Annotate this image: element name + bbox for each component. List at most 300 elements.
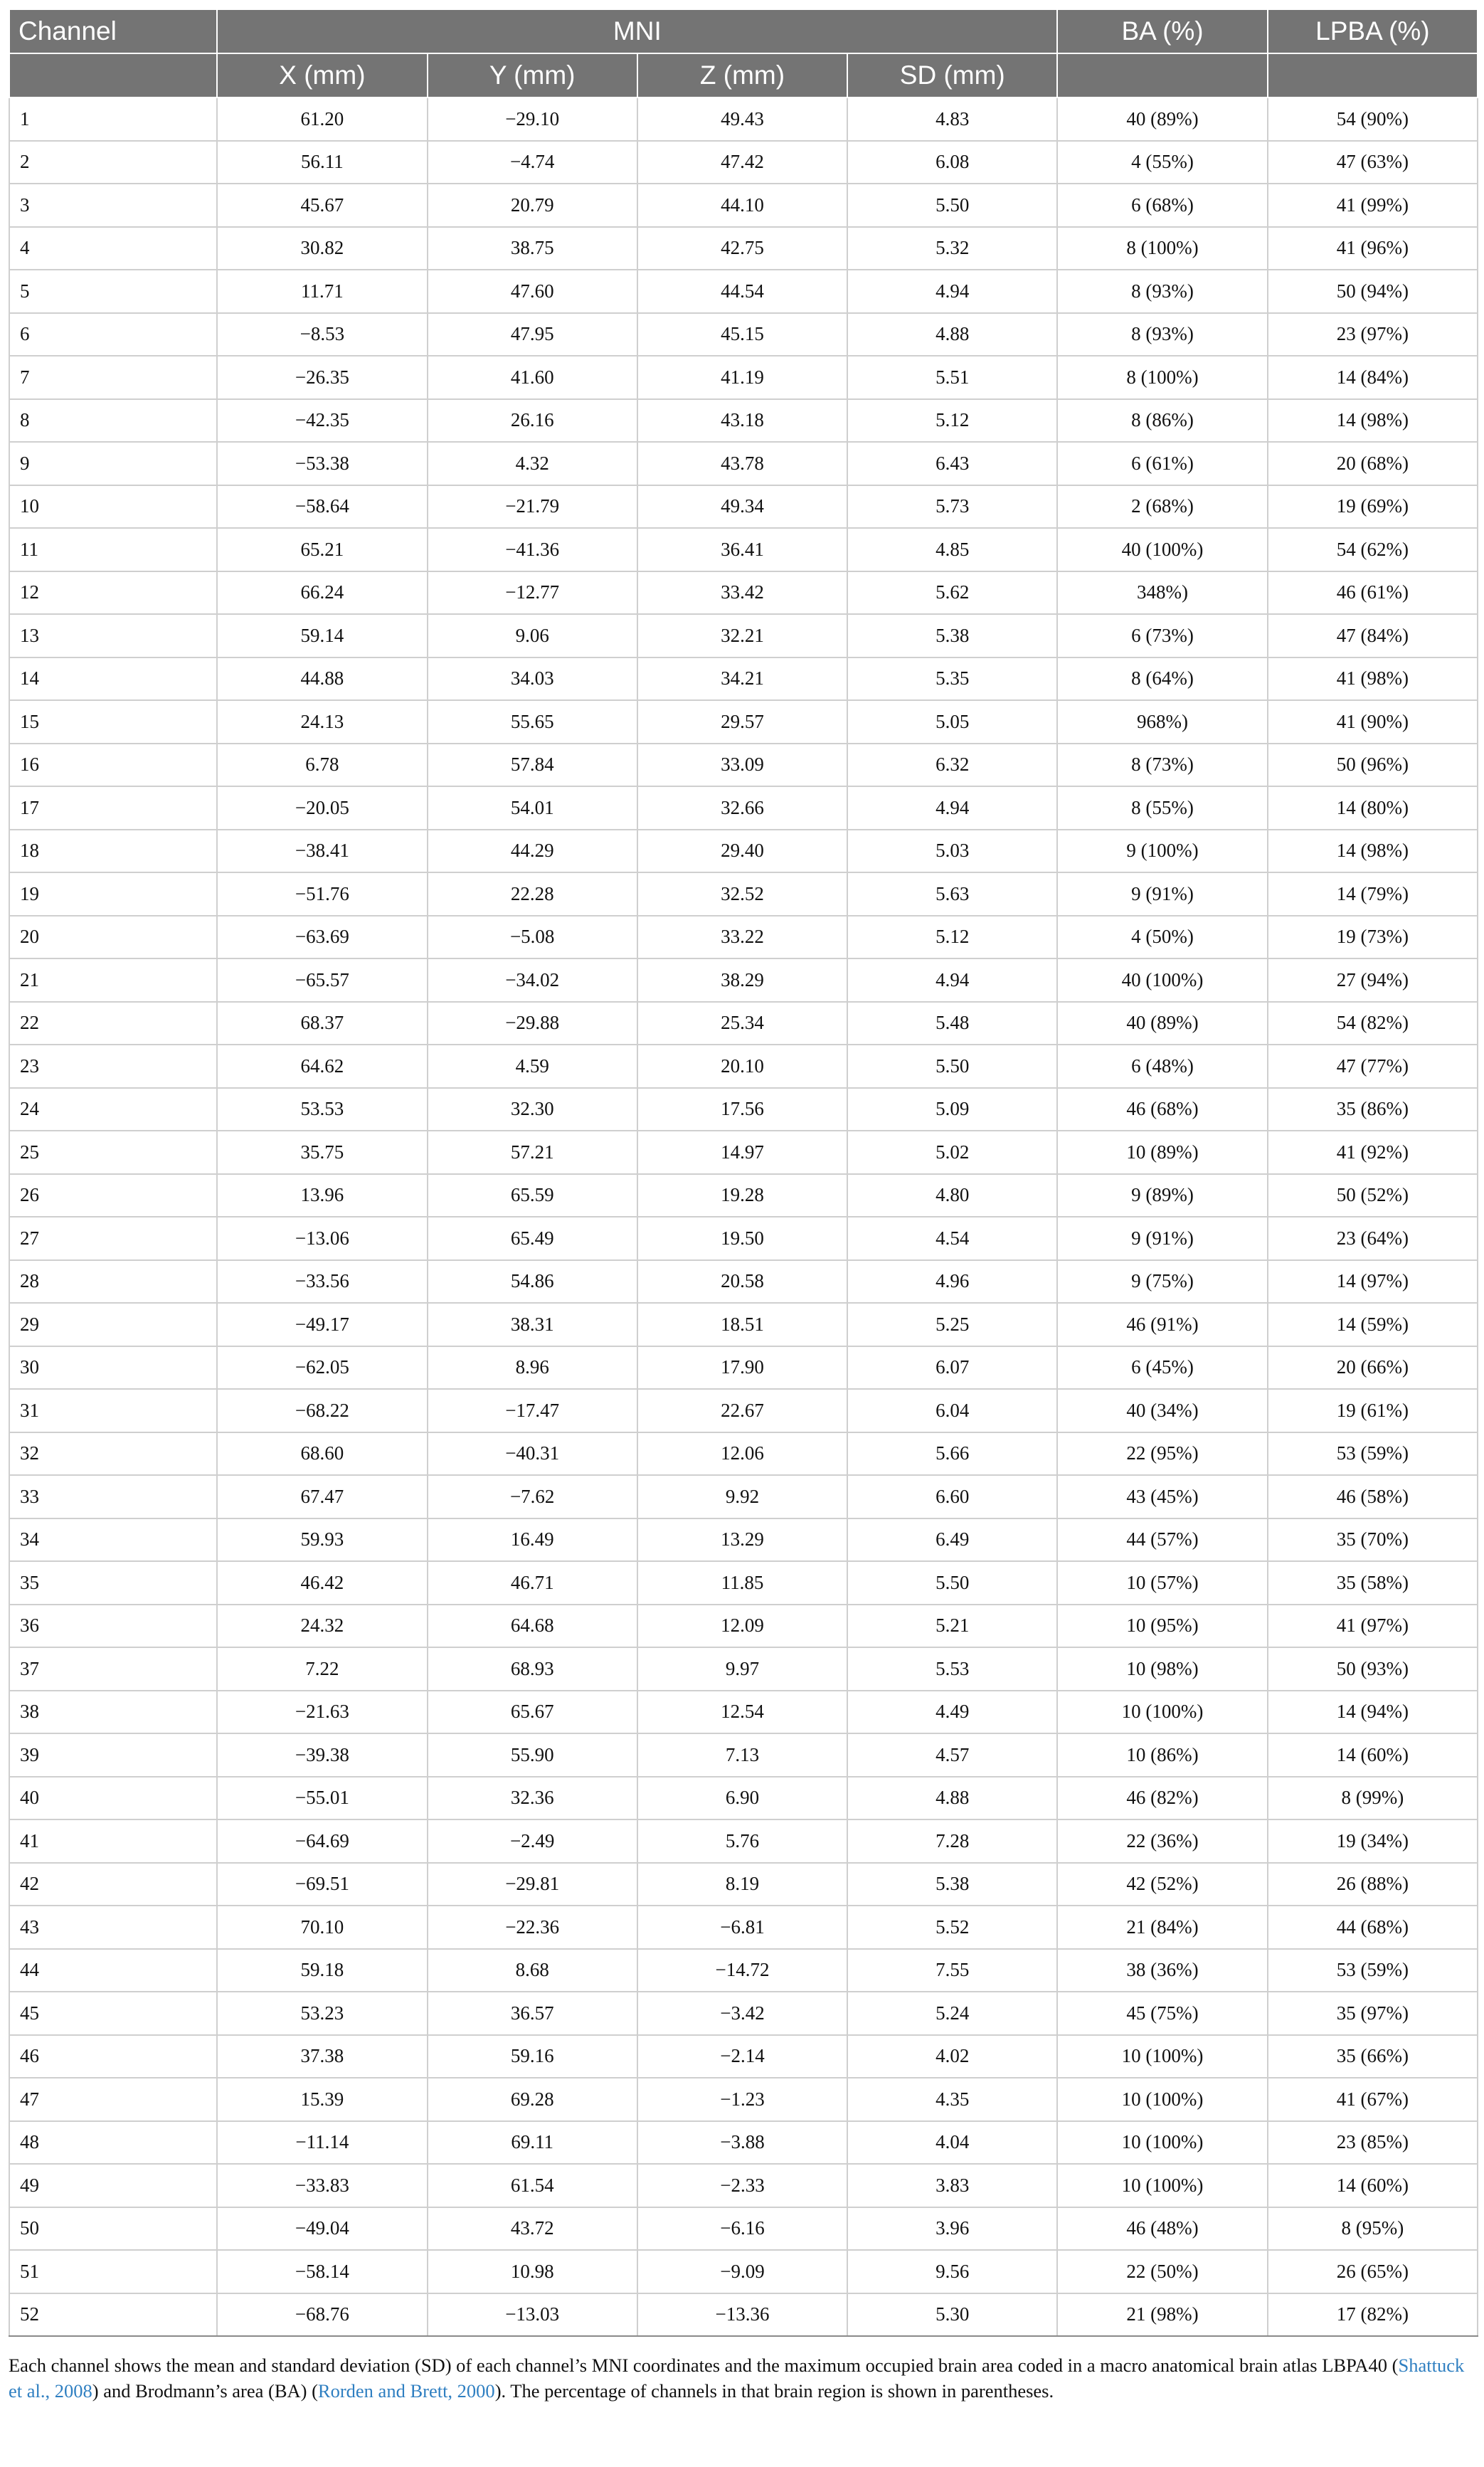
cell-channel: 45 xyxy=(9,1992,217,2035)
cell-y: 41.60 xyxy=(428,356,637,399)
cell-x: −58.64 xyxy=(217,485,427,529)
table-row xyxy=(9,657,1478,701)
cell-sd: 4.04 xyxy=(847,2121,1057,2165)
cell-sd: 5.21 xyxy=(847,1605,1057,1648)
cell-y: −40.31 xyxy=(428,1432,637,1476)
cell-sd: 5.63 xyxy=(847,872,1057,916)
cell-sd: 4.88 xyxy=(847,313,1057,356)
cell-y: 9.06 xyxy=(428,614,637,657)
cell-z: 12.54 xyxy=(637,1691,847,1734)
cell-y: −29.81 xyxy=(428,1863,637,1906)
table-row xyxy=(9,2293,1478,2337)
cell-ba: 8 (73%) xyxy=(1057,744,1267,787)
cell-ba: 6 (61%) xyxy=(1057,442,1267,485)
table-row xyxy=(9,528,1478,571)
cell-sd: 4.02 xyxy=(847,2035,1057,2078)
cell-y: 8.68 xyxy=(428,1949,637,1992)
header-row-2 xyxy=(9,53,1478,97)
cell-sd: 6.08 xyxy=(847,141,1057,184)
cell-y: −13.03 xyxy=(428,2293,637,2337)
cell-channel: 28 xyxy=(9,1260,217,1304)
cell-sd: 6.07 xyxy=(847,1346,1057,1390)
cell-ba: 21 (84%) xyxy=(1057,1906,1267,1949)
cell-ba: 45 (75%) xyxy=(1057,1992,1267,2035)
cell-ba: 40 (89%) xyxy=(1057,97,1267,141)
cell-channel: 19 xyxy=(9,872,217,916)
cell-ba: 10 (89%) xyxy=(1057,1131,1267,1174)
cell-ba: 9 (89%) xyxy=(1057,1174,1267,1217)
header-lpba: LPBA (%) xyxy=(1268,9,1478,53)
cell-y: −2.49 xyxy=(428,1819,637,1863)
cell-x: 53.53 xyxy=(217,1088,427,1131)
cell-y: −34.02 xyxy=(428,958,637,1002)
table-row xyxy=(9,485,1478,529)
cell-y: −12.77 xyxy=(428,571,637,615)
cell-ba: 46 (68%) xyxy=(1057,1088,1267,1131)
cell-z: 14.97 xyxy=(637,1131,847,1174)
table-row xyxy=(9,744,1478,787)
table-row xyxy=(9,141,1478,184)
cell-ba: 38 (36%) xyxy=(1057,1949,1267,1992)
cell-y: −21.79 xyxy=(428,485,637,529)
cell-ba: 46 (82%) xyxy=(1057,1777,1267,1820)
cell-x: −53.38 xyxy=(217,442,427,485)
cell-z: 49.34 xyxy=(637,485,847,529)
cell-y: 57.84 xyxy=(428,744,637,787)
cell-sd: 4.94 xyxy=(847,786,1057,830)
cell-y: 46.71 xyxy=(428,1561,637,1605)
cell-x: −49.17 xyxy=(217,1303,427,1346)
cell-z: 12.09 xyxy=(637,1605,847,1648)
cell-ba: 10 (86%) xyxy=(1057,1733,1267,1777)
cell-sd: 4.85 xyxy=(847,528,1057,571)
cell-z: 43.78 xyxy=(637,442,847,485)
cell-ba: 6 (68%) xyxy=(1057,184,1267,227)
table-row xyxy=(9,1777,1478,1820)
cell-z: −2.33 xyxy=(637,2164,847,2207)
cell-lpba: 47 (84%) xyxy=(1268,614,1478,657)
table-row xyxy=(9,1863,1478,1906)
cell-lpba: 8 (99%) xyxy=(1268,1777,1478,1820)
table-row xyxy=(9,1432,1478,1476)
cell-ba: 22 (50%) xyxy=(1057,2250,1267,2293)
table-row xyxy=(9,442,1478,485)
cell-ba: 22 (95%) xyxy=(1057,1432,1267,1476)
cell-y: 36.57 xyxy=(428,1992,637,2035)
cell-ba: 10 (100%) xyxy=(1057,2078,1267,2121)
cell-x: −13.06 xyxy=(217,1217,427,1260)
table-row xyxy=(9,786,1478,830)
cell-channel: 46 xyxy=(9,2035,217,2078)
cell-z: 47.42 xyxy=(637,141,847,184)
cell-z: 18.51 xyxy=(637,1303,847,1346)
cell-lpba: 41 (99%) xyxy=(1268,184,1478,227)
cell-ba: 46 (48%) xyxy=(1057,2207,1267,2251)
cell-x: 64.62 xyxy=(217,1045,427,1088)
cell-channel: 24 xyxy=(9,1088,217,1131)
header-z: Z (mm) xyxy=(637,53,847,97)
cell-x: 56.11 xyxy=(217,141,427,184)
cell-x: 68.60 xyxy=(217,1432,427,1476)
cell-lpba: 44 (68%) xyxy=(1268,1906,1478,1949)
table-row xyxy=(9,227,1478,270)
cell-channel: 31 xyxy=(9,1389,217,1432)
table-row xyxy=(9,399,1478,443)
cell-z: 49.43 xyxy=(637,97,847,141)
cell-channel: 42 xyxy=(9,1863,217,1906)
cell-y: −29.10 xyxy=(428,97,637,141)
cell-z: 43.18 xyxy=(637,399,847,443)
cell-x: −39.38 xyxy=(217,1733,427,1777)
cell-sd: 5.38 xyxy=(847,614,1057,657)
cell-sd: 4.83 xyxy=(847,97,1057,141)
cell-lpba: 14 (84%) xyxy=(1268,356,1478,399)
cell-ba: 10 (98%) xyxy=(1057,1647,1267,1691)
cell-z: 33.09 xyxy=(637,744,847,787)
cell-y: −5.08 xyxy=(428,916,637,959)
cell-x: 67.47 xyxy=(217,1475,427,1518)
cell-sd: 5.53 xyxy=(847,1647,1057,1691)
cell-z: 9.97 xyxy=(637,1647,847,1691)
cell-lpba: 50 (93%) xyxy=(1268,1647,1478,1691)
table-row xyxy=(9,1647,1478,1691)
cell-y: 8.96 xyxy=(428,1346,637,1390)
cell-channel: 37 xyxy=(9,1647,217,1691)
cell-z: 44.54 xyxy=(637,270,847,313)
footnote-text-3: ). The percentage of channels in that brain region is shown in parentheses. xyxy=(494,2380,1054,2402)
cell-channel: 1 xyxy=(9,97,217,141)
table-row xyxy=(9,1346,1478,1390)
cell-sd: 5.30 xyxy=(847,2293,1057,2337)
cell-x: 59.14 xyxy=(217,614,427,657)
header-empty-ba xyxy=(1057,53,1267,97)
cell-channel: 29 xyxy=(9,1303,217,1346)
table-row xyxy=(9,1217,1478,1260)
cell-ba: 46 (91%) xyxy=(1057,1303,1267,1346)
cell-z: 36.41 xyxy=(637,528,847,571)
cell-y: 34.03 xyxy=(428,657,637,701)
cell-z: 34.21 xyxy=(637,657,847,701)
header-empty-lpba xyxy=(1268,53,1478,97)
cell-y: −41.36 xyxy=(428,528,637,571)
cell-lpba: 47 (77%) xyxy=(1268,1045,1478,1088)
cell-y: 47.60 xyxy=(428,270,637,313)
cell-lpba: 46 (61%) xyxy=(1268,571,1478,615)
cell-sd: 6.04 xyxy=(847,1389,1057,1432)
cell-sd: 9.56 xyxy=(847,2250,1057,2293)
cell-x: −58.14 xyxy=(217,2250,427,2293)
cell-lpba: 50 (96%) xyxy=(1268,744,1478,787)
cell-lpba: 41 (92%) xyxy=(1268,1131,1478,1174)
cell-z: −14.72 xyxy=(637,1949,847,1992)
cell-sd: 5.12 xyxy=(847,399,1057,443)
cell-channel: 16 xyxy=(9,744,217,787)
cell-y: 61.54 xyxy=(428,2164,637,2207)
cell-channel: 8 xyxy=(9,399,217,443)
cell-channel: 39 xyxy=(9,1733,217,1777)
cell-ba: 348%) xyxy=(1057,571,1267,615)
cell-sd: 5.09 xyxy=(847,1088,1057,1131)
cell-sd: 5.48 xyxy=(847,1002,1057,1045)
cell-x: 24.32 xyxy=(217,1605,427,1648)
cell-z: 33.42 xyxy=(637,571,847,615)
cell-channel: 51 xyxy=(9,2250,217,2293)
cell-lpba: 53 (59%) xyxy=(1268,1432,1478,1476)
cell-lpba: 35 (86%) xyxy=(1268,1088,1478,1131)
cell-ba: 6 (48%) xyxy=(1057,1045,1267,1088)
cell-z: 41.19 xyxy=(637,356,847,399)
cell-sd: 5.05 xyxy=(847,700,1057,744)
cell-channel: 25 xyxy=(9,1131,217,1174)
cell-y: 38.31 xyxy=(428,1303,637,1346)
cell-channel: 50 xyxy=(9,2207,217,2251)
cell-ba: 10 (95%) xyxy=(1057,1605,1267,1648)
table-row xyxy=(9,614,1478,657)
cell-y: 16.49 xyxy=(428,1518,637,1562)
cell-sd: 4.94 xyxy=(847,270,1057,313)
cell-channel: 20 xyxy=(9,916,217,959)
cell-y: 20.79 xyxy=(428,184,637,227)
cell-y: −17.47 xyxy=(428,1389,637,1432)
cell-lpba: 35 (66%) xyxy=(1268,2035,1478,2078)
cell-x: −11.14 xyxy=(217,2121,427,2165)
cell-sd: 4.96 xyxy=(847,1260,1057,1304)
cell-sd: 6.60 xyxy=(847,1475,1057,1518)
cell-x: −8.53 xyxy=(217,313,427,356)
cell-lpba: 41 (67%) xyxy=(1268,2078,1478,2121)
cell-ba: 10 (57%) xyxy=(1057,1561,1267,1605)
cell-ba: 9 (100%) xyxy=(1057,830,1267,873)
cell-ba: 8 (55%) xyxy=(1057,786,1267,830)
cell-y: 65.67 xyxy=(428,1691,637,1734)
cell-sd: 5.03 xyxy=(847,830,1057,873)
cell-y: −29.88 xyxy=(428,1002,637,1045)
table-row xyxy=(9,2164,1478,2207)
cell-ba: 40 (100%) xyxy=(1057,958,1267,1002)
cell-z: 42.75 xyxy=(637,227,847,270)
cell-sd: 5.51 xyxy=(847,356,1057,399)
cell-ba: 40 (89%) xyxy=(1057,1002,1267,1045)
cell-ba: 8 (100%) xyxy=(1057,356,1267,399)
cell-z: −3.42 xyxy=(637,1992,847,2035)
cell-lpba: 19 (73%) xyxy=(1268,916,1478,959)
cell-lpba: 50 (52%) xyxy=(1268,1174,1478,1217)
cell-x: 44.88 xyxy=(217,657,427,701)
cell-y: 44.29 xyxy=(428,830,637,873)
cell-channel: 33 xyxy=(9,1475,217,1518)
cell-lpba: 35 (97%) xyxy=(1268,1992,1478,2035)
cell-sd: 4.80 xyxy=(847,1174,1057,1217)
table-row xyxy=(9,270,1478,313)
cell-ba: 21 (98%) xyxy=(1057,2293,1267,2337)
table-row xyxy=(9,1819,1478,1863)
table-row xyxy=(9,2121,1478,2165)
table-row xyxy=(9,1260,1478,1304)
table-row xyxy=(9,356,1478,399)
table-row xyxy=(9,571,1478,615)
cell-z: 44.10 xyxy=(637,184,847,227)
cell-ba: 42 (52%) xyxy=(1057,1863,1267,1906)
cell-sd: 4.54 xyxy=(847,1217,1057,1260)
cell-lpba: 26 (88%) xyxy=(1268,1863,1478,1906)
cell-lpba: 41 (96%) xyxy=(1268,227,1478,270)
cell-sd: 7.28 xyxy=(847,1819,1057,1863)
cell-z: 25.34 xyxy=(637,1002,847,1045)
cell-z: 6.90 xyxy=(637,1777,847,1820)
cell-lpba: 19 (34%) xyxy=(1268,1819,1478,1863)
cell-channel: 10 xyxy=(9,485,217,529)
cell-lpba: 14 (80%) xyxy=(1268,786,1478,830)
cell-channel: 35 xyxy=(9,1561,217,1605)
cell-z: 22.67 xyxy=(637,1389,847,1432)
cell-x: 70.10 xyxy=(217,1906,427,1949)
cell-y: 55.90 xyxy=(428,1733,637,1777)
cell-channel: 41 xyxy=(9,1819,217,1863)
cell-x: 66.24 xyxy=(217,571,427,615)
cell-lpba: 41 (90%) xyxy=(1268,700,1478,744)
cell-channel: 21 xyxy=(9,958,217,1002)
cell-ba: 44 (57%) xyxy=(1057,1518,1267,1562)
cell-z: 32.52 xyxy=(637,872,847,916)
table-row xyxy=(9,97,1478,141)
cell-lpba: 46 (58%) xyxy=(1268,1475,1478,1518)
cell-sd: 5.12 xyxy=(847,916,1057,959)
cell-z: −3.88 xyxy=(637,2121,847,2165)
cell-x: 6.78 xyxy=(217,744,427,787)
table-row xyxy=(9,1561,1478,1605)
cell-z: −2.14 xyxy=(637,2035,847,2078)
cell-lpba: 54 (82%) xyxy=(1268,1002,1478,1045)
cell-ba: 6 (45%) xyxy=(1057,1346,1267,1390)
header-row-1 xyxy=(9,9,1478,53)
cell-z: −9.09 xyxy=(637,2250,847,2293)
cell-x: 68.37 xyxy=(217,1002,427,1045)
cell-channel: 52 xyxy=(9,2293,217,2337)
cell-lpba: 14 (98%) xyxy=(1268,399,1478,443)
cell-z: 12.06 xyxy=(637,1432,847,1476)
cell-y: 32.36 xyxy=(428,1777,637,1820)
cell-z: 32.21 xyxy=(637,614,847,657)
footnote-text-1: Each channel shows the mean and standard deviation (SD) of each channel’s MNI coordinates and the maximum occupied brain area coded in a macro anatomical brain atlas LBPA40 ( xyxy=(9,2355,1399,2376)
cell-x: −64.69 xyxy=(217,1819,427,1863)
cell-z: −6.81 xyxy=(637,1906,847,1949)
cell-channel: 38 xyxy=(9,1691,217,1734)
cell-sd: 6.43 xyxy=(847,442,1057,485)
table-row xyxy=(9,1045,1478,1088)
cell-y: −22.36 xyxy=(428,1906,637,1949)
table-row xyxy=(9,700,1478,744)
cell-sd: 3.96 xyxy=(847,2207,1057,2251)
cell-sd: 5.73 xyxy=(847,485,1057,529)
cell-x: −33.56 xyxy=(217,1260,427,1304)
cell-channel: 4 xyxy=(9,227,217,270)
cell-channel: 3 xyxy=(9,184,217,227)
cell-ba: 9 (75%) xyxy=(1057,1260,1267,1304)
cell-x: −68.22 xyxy=(217,1389,427,1432)
cell-z: 5.76 xyxy=(637,1819,847,1863)
cell-z: 20.10 xyxy=(637,1045,847,1088)
cell-sd: 5.35 xyxy=(847,657,1057,701)
cell-y: 69.28 xyxy=(428,2078,637,2121)
cell-z: 19.28 xyxy=(637,1174,847,1217)
cell-ba: 10 (100%) xyxy=(1057,2121,1267,2165)
cell-ba: 8 (86%) xyxy=(1057,399,1267,443)
cell-sd: 5.38 xyxy=(847,1863,1057,1906)
cell-sd: 5.02 xyxy=(847,1131,1057,1174)
cell-lpba: 35 (58%) xyxy=(1268,1561,1478,1605)
table-row xyxy=(9,2250,1478,2293)
cell-channel: 22 xyxy=(9,1002,217,1045)
table-row xyxy=(9,184,1478,227)
cell-y: 65.49 xyxy=(428,1217,637,1260)
table-row xyxy=(9,1518,1478,1562)
table-row xyxy=(9,958,1478,1002)
cell-x: 59.18 xyxy=(217,1949,427,1992)
cell-channel: 6 xyxy=(9,313,217,356)
cell-channel: 47 xyxy=(9,2078,217,2121)
cell-ba: 8 (93%) xyxy=(1057,313,1267,356)
table-row xyxy=(9,2078,1478,2121)
cell-channel: 12 xyxy=(9,571,217,615)
cell-channel: 27 xyxy=(9,1217,217,1260)
cell-sd: 7.55 xyxy=(847,1949,1057,1992)
cell-y: 4.32 xyxy=(428,442,637,485)
cell-y: 54.01 xyxy=(428,786,637,830)
table-row xyxy=(9,1389,1478,1432)
cell-x: −55.01 xyxy=(217,1777,427,1820)
cell-ba: 43 (45%) xyxy=(1057,1475,1267,1518)
table-row xyxy=(9,1992,1478,2035)
cell-x: 59.93 xyxy=(217,1518,427,1562)
cell-x: 65.21 xyxy=(217,528,427,571)
cell-y: 68.93 xyxy=(428,1647,637,1691)
cell-lpba: 47 (63%) xyxy=(1268,141,1478,184)
cell-sd: 4.35 xyxy=(847,2078,1057,2121)
cell-y: −7.62 xyxy=(428,1475,637,1518)
cell-channel: 48 xyxy=(9,2121,217,2165)
cell-lpba: 19 (69%) xyxy=(1268,485,1478,529)
header-channel: Channel xyxy=(9,9,217,53)
cell-channel: 13 xyxy=(9,614,217,657)
cell-y: 10.98 xyxy=(428,2250,637,2293)
cell-lpba: 17 (82%) xyxy=(1268,2293,1478,2337)
cell-channel: 49 xyxy=(9,2164,217,2207)
cell-channel: 44 xyxy=(9,1949,217,1992)
table-row xyxy=(9,1691,1478,1734)
cell-z: 11.85 xyxy=(637,1561,847,1605)
cell-y: 57.21 xyxy=(428,1131,637,1174)
cell-sd: 5.32 xyxy=(847,227,1057,270)
cell-z: 29.57 xyxy=(637,700,847,744)
header-ba: BA (%) xyxy=(1057,9,1267,53)
cell-x: 53.23 xyxy=(217,1992,427,2035)
cell-y: 22.28 xyxy=(428,872,637,916)
table-row xyxy=(9,1605,1478,1648)
header-mni: MNI xyxy=(217,9,1057,53)
cell-y: 26.16 xyxy=(428,399,637,443)
cell-channel: 43 xyxy=(9,1906,217,1949)
cell-channel: 14 xyxy=(9,657,217,701)
citation-link-shattuck[interactable]: Shattuck et al., 2008 xyxy=(9,2355,1465,2402)
cell-x: 46.42 xyxy=(217,1561,427,1605)
cell-sd: 4.57 xyxy=(847,1733,1057,1777)
citation-link-rorden[interactable]: Rorden and Brett, 2000 xyxy=(317,2380,495,2402)
cell-ba: 6 (73%) xyxy=(1057,614,1267,657)
cell-channel: 18 xyxy=(9,830,217,873)
cell-channel: 26 xyxy=(9,1174,217,1217)
cell-x: 35.75 xyxy=(217,1131,427,1174)
cell-ba: 2 (68%) xyxy=(1057,485,1267,529)
